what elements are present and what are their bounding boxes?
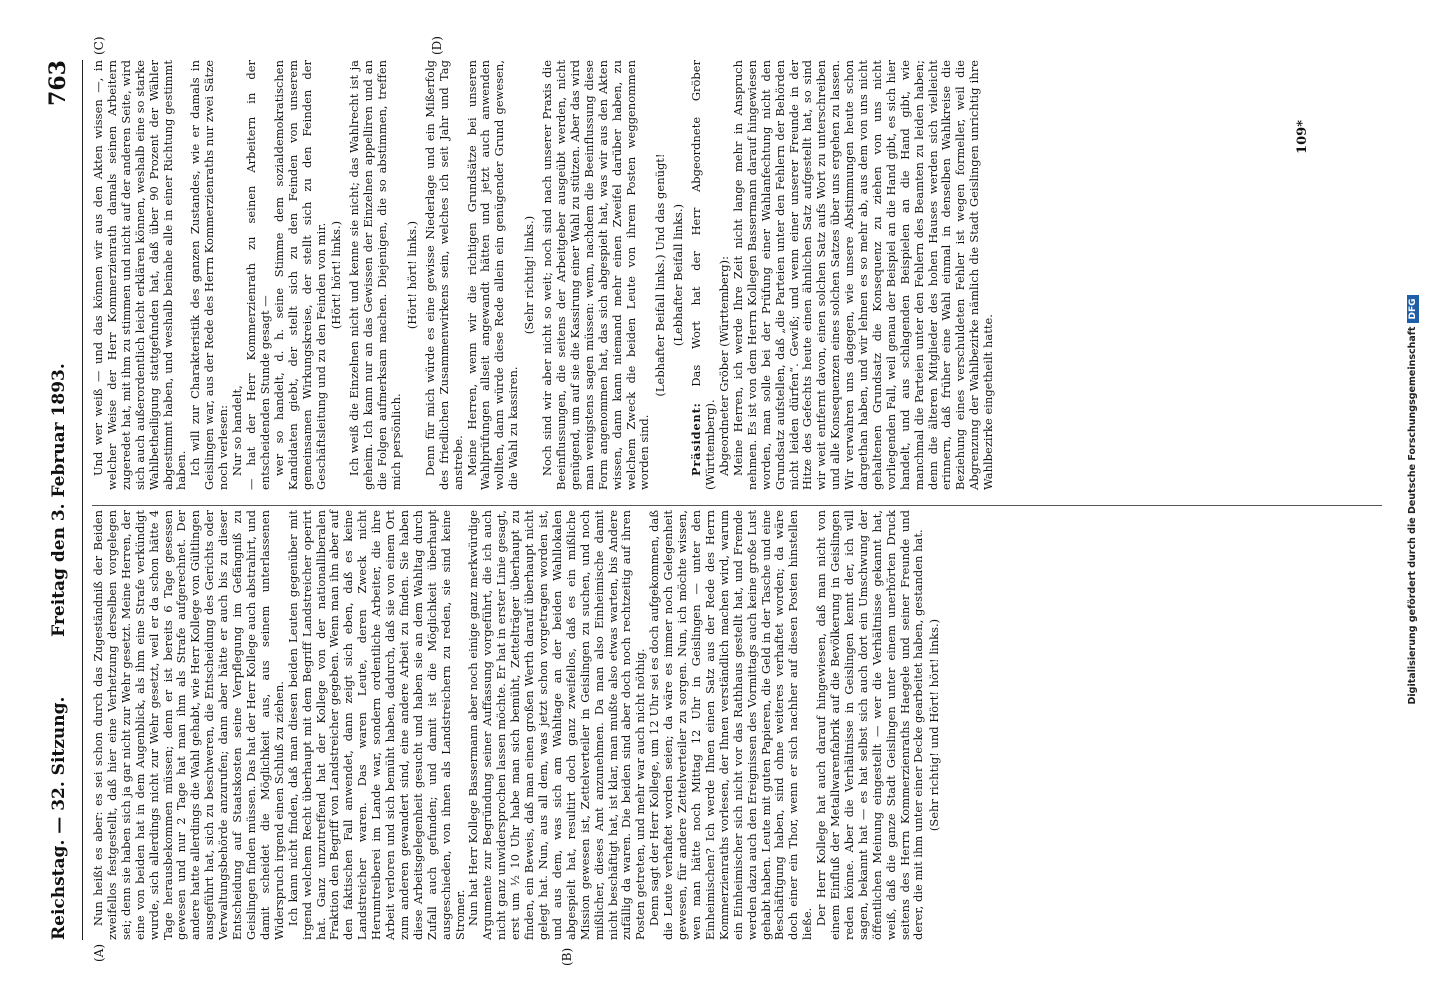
speaker-intro: Abgeordneter Gröber (Württemberg): [716,255,731,476]
page-header [45,60,77,940]
paragraph: Noch sind wir aber nicht so weit; noch sind nach unserer Praxis die Beeinflussungen, die seitens der Arbeitgeber ausgeübt werden, nicht genügend, um auf sie die Kassirung einer Wahl zu stützen. Aber das wird man wenigstens sagen müssen: wenn, nachdem die Beeinflussung diese Form angenommen hat, das sich abgespielt hat, was wir aus den Akten wissen, dann kann niemand mehr einen Zweifel darüber haben, zu welchem Zweck die beiden Leute von ihrem Posten weggenommen worden sind. [540,60,652,490]
margin-marker-c: (C) [92,36,106,55]
interjection: (Sehr richtig! und Hört! hört! links.) [927,618,942,832]
paragraph: Und wer weiß — und das können wir aus den Akten wissen —, in welcher Weise der Herr Kommerzienrath damals seinen Arbeitern zugeredet hat, mit ihm zu stimmen und nicht auf der anderen Seite, wird sich auch außerordentlich leicht erklären können, weshalb eine so starke Wahlbetheiligung stattgefunden hat, daß über 90 Prozent der Wähler abgestimmt haben, und weshalb beinahe alle in einer Richtung gestimmt haben. [91,60,189,490]
paragraph: Ich will zur Charakteristik des ganzen Zustandes, wie er damals in Geislingen war, aus der Rede des Herrn Kommerzienraths nur zwei Sätze noch verlesen: [188,60,231,490]
paragraph: Nun hat Herr Kollege Bassermann aber noch einige ganz merkwürdige Argumente zur Begründung seiner Auffassung vorgeführt, die ich auch nicht ganz unwidersprochen lassen möchte. Er hat in erster Linie gesagt, erst um ½ 10 Uhr habe man sich bemüht, Zettelträger überhaupt zu finden, ein Beweis, daß man einen großen Werth darauf überhaupt nicht gelegt hat. Nun, aus all dem, was jetzt schon vorgetragen worden ist, und aus dem, was sich am Wahltage an der beiden Wahllokalen abgespielt hat, resultirt doch ganz zweifellos, daß es ein mißliche Mission gewesen ist, Zettelverteiler in Geislingen zu suchen, und noch mißlicher, dieses Amt anzunehmen. Da man also Einheimische damit nicht beschäftigt hat, ist klar, man mußte also etwas warten, bis Andere zufällig da waren. Die beiden sind aber doch noch rechtzeitig auf ihren Posten getreten, und mehr war auch nicht nöthig. [466,510,648,940]
column-divider [92,505,1382,506]
margin-marker-d: (D) [430,36,444,55]
right-column [92,60,996,490]
quote-paragraph: Ich weiß die Einzelnen nicht und kenne sie nicht; das Wahlrecht ist ja geheim. Ich kann nur an das Gewissen der Einzelnen appelliren und an die Folgen aufmerksam machen. Diejenigen, die so abstimmen, treffen mich persönlich. [347,60,404,490]
page-number: 763 [45,60,71,106]
left-column [92,510,946,940]
header-rule [82,60,83,940]
president-paragraph [690,60,718,490]
paragraph: Meine Herren, wenn wir die richtigen Grundsätze bei unseren Wahlprüfungen allseit angewandt hätten und jetzt auch anwenden wollten, dann würde diese Rede allein ein genügender Grund gewesen, die Wahl zu kassiren. [464,60,521,490]
interjection: (Hört! hört! links.) [404,220,419,330]
interjection: (Lebhafter Beifall links.) Und das genügt! [653,153,668,397]
margin-marker-b: (B) [560,947,574,966]
president-label: Präsident: [689,402,704,476]
paragraph: Nur so handelt, [230,385,245,476]
paragraph: — hat der Herr Kommerzienrath zu seinen Arbeitern in der entscheidenden Stunde gesagt — [243,60,272,490]
paragraph: Der Herr Kollege hat auch darauf hingewiesen, daß man nicht von einem Einfluß der Metallwarenfabrik auf die Bevölkerung in Geislingen reden könne. Aber die Verhältnisse in Geislingen kennt der, ich will sagen, bekannt hat — es hat selbst sich auch dort ein Umschwung der öffentlichen Meinung eingestellt — wer die Verhältnisse gekannt hat, weiß, daß die ganze Stadt Geislingen unter einem unerhörten Druck seitens des Herrn Kommerzienraths Haegele und seiner Freunde und derer, die mit ihm unter einer Decke gearbeitet haben, gestanden hat. [814,510,926,940]
paragraph: Nun heißt es aber: es sei schon durch das Zugeständniß der Beiden zweifellos festgestellt, daß hier eine Verhetzung derselben vorgelegen sei; denn sie haben sich ja gar nicht zur Wehr gesetzt. Meine Herren, der eine von beiden hat in dem Augenblick, als ihm eine Strafe verkündigt wurde, sich allerdings nicht zur Wehr gesetzt, weil er da schon hätte 4 Tage herausbekommen müssen; denn er ist bereits 6 Tage gesessen gewesen und nur 2 Tage hat man ihm als Strafe aufgerechnet. Der andere hatte allerdings die Wahl gehabt, wie Herr Kollege von Gültlingen ausgeführt hat, sich zu beschweren, die Entscheidung des Gerichts oder Verwaltungsbehörde anzurufen; dann aber hätte er auch bis zu dieser Entscheidung auf Staatskosten seine Verpflegung im Gefängniß zu Geislingen finden müssen. Das hat der Herr Kollege auch abstrahirt, und damit scheidet die Möglichkeit aus, aus seinem unterlassenen Widerspruch irgend einen Schluß zu ziehen. [91,510,286,940]
paragraph: Denn sagt der Herr Kollege, um 12 Uhr sei es doch aufgekommen, daß die Leute verhaftet worden seien; da wäre es immer noch Gelegenheit gewesen, für andere Zettelverteiler zu sorgen. Nun, ich möchte wissen, wen man hätte noch Mittag 12 Uhr in Geislingen — unter den Einheimischen? Ich werde Ihnen einen Satz aus der Rede des Herrn Kommerzienraths vorlesen, der Ihnen verständlich machen wird, warum ein Einheimischer sich nicht vor das Rathhaus gestellt hat, und Fremde werden dazu auch den Ereignissen des Vormittags auch keine große Lust gehabt haben. Leute mit guten Papieren, die Geld in der Tasche und eine Beschäftigung haben, sind ohne weiteres verhaftet worden; da wäre doch einer ein Thor, wenn er sich nachher auf diesen Posten hinstellen ließe. [647,510,815,940]
interjection: (Hört! hört! links.) [329,220,344,330]
dfg-logo: DFG [1407,296,1419,323]
president-text: Das Wort hat der Herr Abgeordnete Gröber (Württemberg). [689,60,718,490]
paragraph: Ich kann nicht finden, daß man diesen beiden Leuten gegenüber mit irgend welchem Recht überhaupt mit dem Begriff Landstreicher operirt hat. Ganz unzutreffend hat der Kollege von der nationalliberalen Fraktion den Begriff von Landstreicher gegeben. Wenn man ihn aber auf den faktischen Fall anwendet, dann zeigt sich eben, daß es keine Landstreicher waren. Das waren Leute, deren Zweck nicht Herumtreiberei im Lande war, sondern ordentliche Arbeiter, die ihre Arbeit verloren und sich bemüht haben, dadurch, daß sie von einem Ort zum anderen gewandert sind, eine andere Arbeit zu finden. Sie haben diese Arbeitsgelegenheit gesucht und haben sie an dem Wahltag durch Zufall auch gefunden; und damit ist die Möglichkeit überhaupt ausgeschieden, von ihnen als Landstreichern zu reden, sie sind keine Stromer. [285,510,467,940]
margin-marker-a: (A) [92,943,106,962]
digitization-credit [1407,10,1423,990]
paragraph: Meine Herren, ich werde Ihre Zeit nicht lange mehr in Anspruch nehmen. Es ist von dem Herrn Kollegen Bassermann darauf hingewiesen worden, man solle bei der Prüfung einer Wahlanfechtung nicht den Grundsatz aufstellen, daß „die Parteien unter den Fehlern der Behörden nicht leiden dürfen“. Gewiß; und wenn einer unserer Freunde in der Hitze des Gefechts heute einen ähnlichen Satz aufgestellt hat, so sind wir weit entfernt davon, einen solchen Satz aufs Wort zu unterschreiben und alle Konsequenzen eines solchen Satzes über uns ergehen zu lassen. Wir verwahren uns dagegen, wie unsere Abstimmungen heute schon dargethan haben, und wir lehnen es so mehr ab, aus dem von uns nicht gehaltenen Grundsatz die Konsequenz zu ziehen von uns nicht vorliegenden Fall, weil genau der Beispiel an die Hand gibt, es sich hier handelt, und aus schlagenden Beispielen an die Hand gibt, wie manchmal die Parteien unter den Fehlern des Beamten zu leiden haben; denn die älteren Mitglieder des hohen Hauses werden sich vielleicht erinnern, daß früher eine Wahl einmal in denselben Wahlkreise die Beziehung eines verschuldeten Fehler ist wegen formeller, weil die Abgrenzung der Wahlbezirke nämlich die Stadt Geislingen unrichtig ihre Wahlbezirke eingetheilt hatte. [730,60,996,490]
quote-paragraph: Denn für mich würde es eine gewisse Niederlage und ein Mißerfolg des friedlichen Zusammenwirkens sein, welches ich seit Jahr und Tag anstrebe. [422,60,465,490]
quote-paragraph: wer so handelt, d. h. seine Stimme dem sozialdemokratischen Kandidaten giebt, der stellt sich zu den Feinden von unserem gemeinsamen Wirkungskreise, der stellt sich zu den Feinden der Geschäftsleitung und zu den Feinden von mir. [271,60,328,490]
interjection: (Lebhafter Beifall links.) [671,203,686,347]
header-date: Freitag den 3. Februar 1893. [49,363,69,637]
header-session: Reichstag. — 32. Sitzung. [49,696,69,940]
credit-text: Digitalisierung gefördert durch die Deutsche Forschungsgemeinschaft [1407,326,1418,705]
signature-mark: 109* [1295,120,1310,154]
interjection: (Sehr richtig! links.) [522,215,537,335]
